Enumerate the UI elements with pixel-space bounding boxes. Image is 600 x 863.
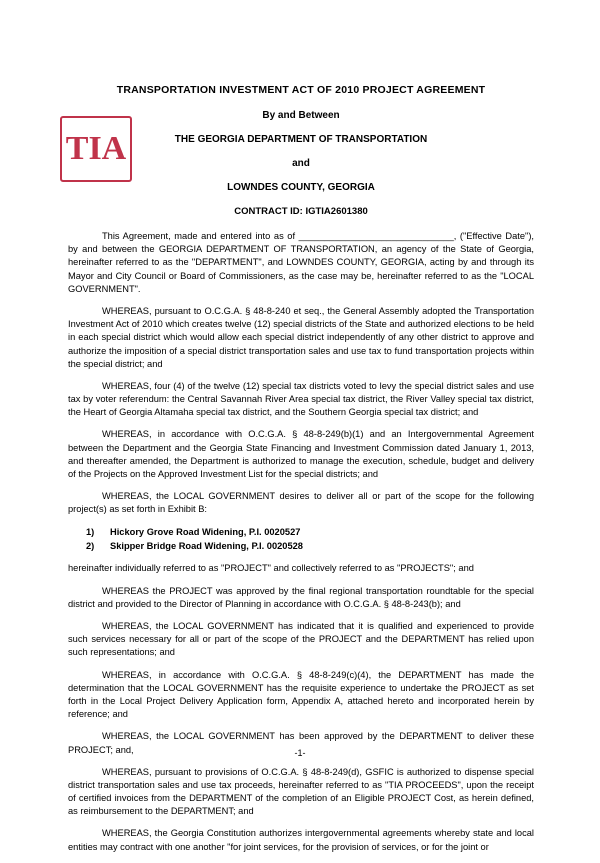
project-name: Hickory Grove Road Widening, P.I. 0020527 — [110, 526, 301, 537]
page-title: TRANSPORTATION INVESTMENT ACT OF 2010 PROJECT AGREEMENT — [116, 84, 486, 96]
page-number: -1- — [294, 748, 306, 758]
by-and-between-label: By and Between — [262, 110, 340, 121]
contract-id-label: CONTRACT ID: IGTIA2601380 — [234, 206, 368, 217]
project-number: 1) — [86, 526, 95, 537]
list-item — [86, 540, 534, 554]
paragraph-whereas-10: WHEREAS, the Georgia Constitution authorizes intergovernmental agreements whereby state and local entities may contract with one another "for joint services, for the provision of services, or for the joint or — [68, 828, 534, 852]
paragraph-whereas-2: WHEREAS, four (4) of the twelve (12) special tax districts voted to levy the special district sales and use tax by voter referendum: the Central Savannah River Area special tax district, the River Valley special tax district, the Heart of Georgia Altamaha special tax district, and the Southern Georgia special tax district; and — [68, 380, 534, 418]
project-list — [68, 526, 534, 554]
tia-logo-text: TIA — [65, 130, 127, 167]
party-one-label: THE GEORGIA DEPARTMENT OF TRANSPORTATION — [174, 134, 428, 145]
and-label: and — [292, 158, 310, 169]
list-item — [86, 526, 534, 540]
paragraph-projects-defined: hereinafter individually referred to as "PROJECT" and collectively referred to as "PROJECTS"; and — [68, 563, 474, 574]
paragraph-whereas-6: WHEREAS, the LOCAL GOVERNMENT has indicated that it is qualified and experienced to provide such services necessary for all or part of the scope of the PROJECT and the DEPARTMENT has relied upon such representations; and — [68, 621, 534, 658]
paragraph-whereas-4: WHEREAS, the LOCAL GOVERNMENT desires to deliver all or part of the scope for the following project(s) as set forth in Exhibit B: — [68, 491, 534, 515]
project-name: Skipper Bridge Road Widening, P.I. 0020528 — [110, 540, 303, 551]
project-number: 2) — [86, 540, 95, 551]
party-two-label: LOWNDES COUNTY, GEORGIA — [227, 182, 375, 193]
paragraph-whereas-1: WHEREAS, pursuant to O.C.G.A. § 48-8-240 et seq., the General Assembly adopted the Transportation Investment Act of 2010 which creates twelve (12) special districts of the State and authorized elections to be held in each special district which would allow each special district independently of any other district to approve and authorize the imposition of a special district transportation sales and use tax to fund transportation projects within the special district; and — [68, 305, 534, 369]
paragraph-whereas-8: WHEREAS, the LOCAL GOVERNMENT has been approved by the DEPARTMENT to deliver these PROJECT; and, — [68, 731, 534, 755]
paragraph-whereas-9: WHEREAS, pursuant to provisions of O.C.G.A. § 48-8-249(d), GSFIC is authorized to dispense special district transportation sales and use tax proceeds, hereinafter referred to as "TIA PROCEEDS", upon the receipt of certified invoices from the DEPARTMENT of the completion of an Eligible PROJECT Cost, as herein defined, as reimbursement to the DEPARTMENT; and — [68, 766, 534, 817]
paragraph-whereas-5: WHEREAS the PROJECT was approved by the final regional transportation roundtable for the special district and provided to the Director of Planning in accordance with O.C.G.A. § 48-8-243(b); and — [68, 585, 534, 609]
paragraph-whereas-3: WHEREAS, in accordance with O.C.G.A. § 48-8-249(b)(1) and an Intergovernmental Agreement between the Department and the Georgia State Financing and Investment Commission dated January 1, 2013, and thereafter amended, the Department is authorized to manage the execution, schedule, budget and delivery of the Projects on the Approved Investment List for the special districts; and — [68, 429, 534, 479]
paragraph-whereas-7: WHEREAS, in accordance with O.C.G.A. § 48-8-249(c)(4), the DEPARTMENT has made the determination that the LOCAL GOVERNMENT has the requisite experience to undertake the PROJECT as set forth in the Local Project Delivery Application form, Appendix A, attached hereto and incorporated herein by reference; and — [68, 669, 534, 720]
document-body — [65, 84, 534, 863]
paragraph-agreement-intro: This Agreement, made and entered into as of ______________________________, ("Effective Date"), by and between the GEORGIA DEPARTMENT OF TRANSPORTATION, an agency of the State of Georgia, hereinafter referred to as the "DEPARTMENT", and LOWNDES COUNTY, GEORGIA, acting by and through its Mayor and City Council or Board of Commissioners, as the case may be, hereinafter referred to as the "LOCAL GOVERNMENT". — [68, 231, 534, 294]
